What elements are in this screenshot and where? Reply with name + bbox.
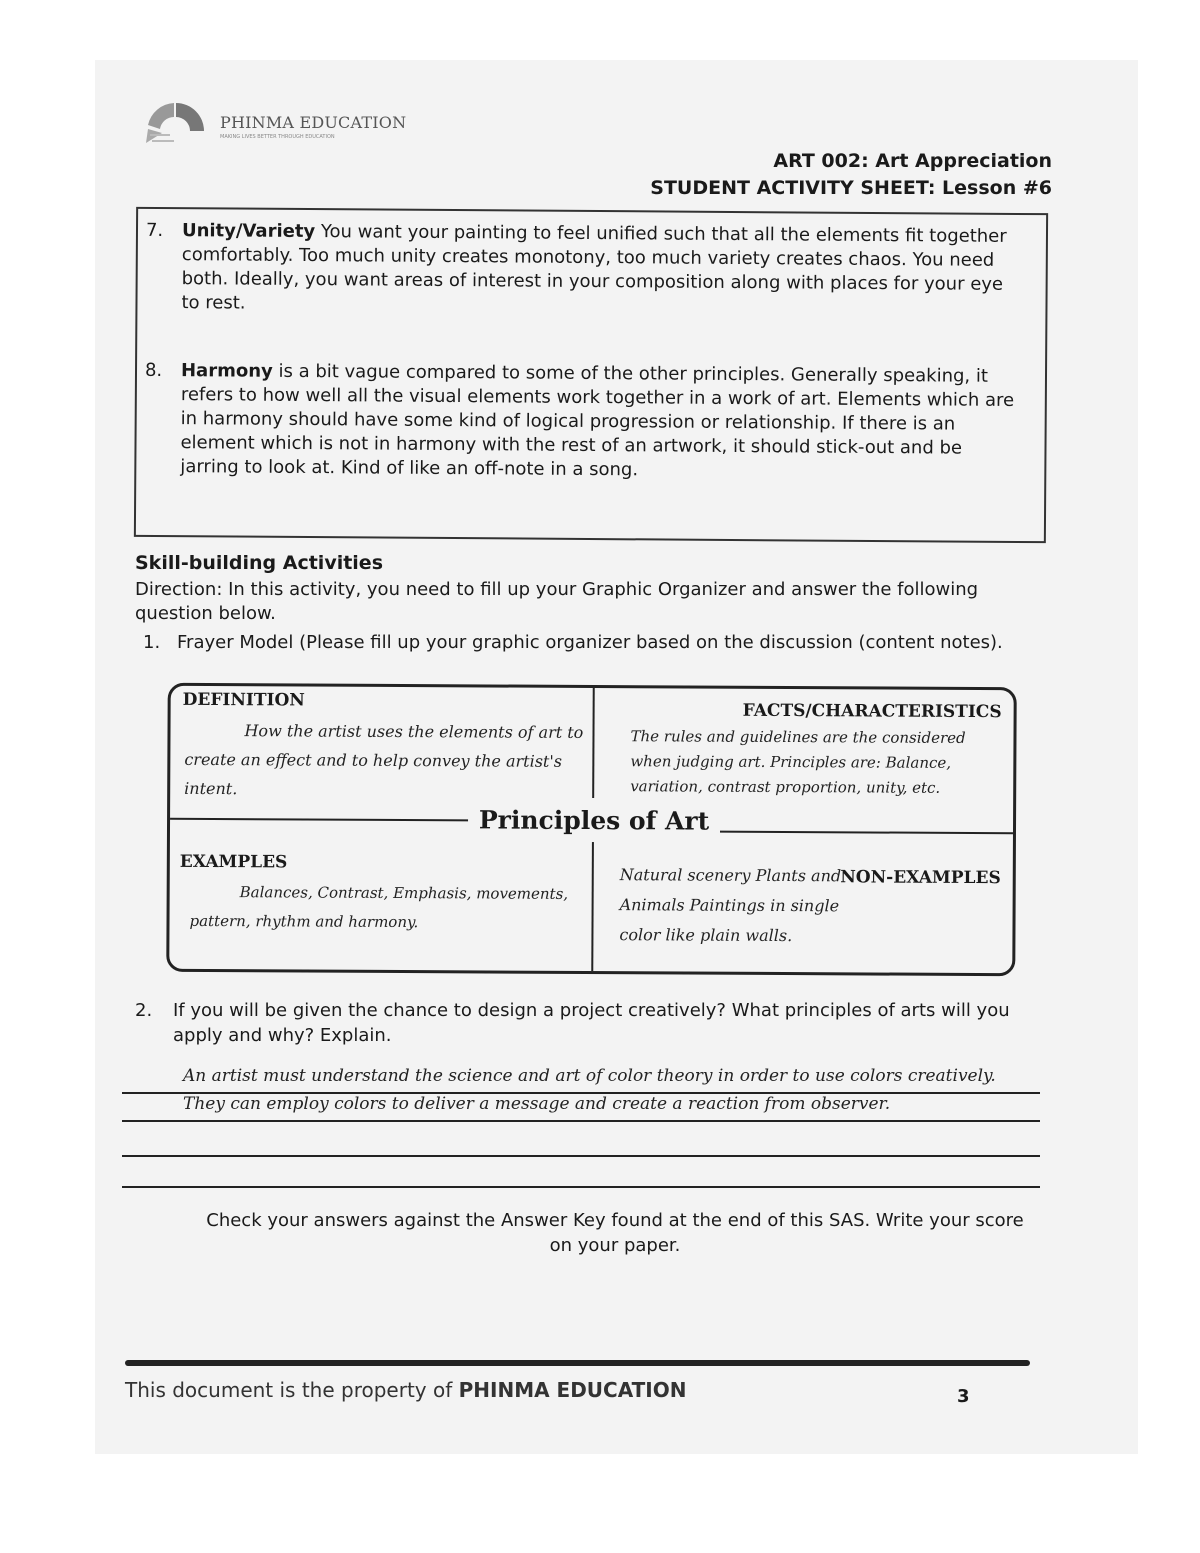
principle-number: 7. <box>145 219 164 242</box>
question-text: Frayer Model (Please fill up your graphic organizer based on the discussion (content notes). <box>177 632 1003 653</box>
principle-text: You want your painting to feel unified such that all the elements fit together comfortably. Too much unity creates monotony, too much variety creates chaos. You need both. Ideally, you want areas of interest in your composition along with places for your eye to rest. <box>181 221 1007 314</box>
sheet-title: STUDENT ACTIVITY SHEET: Lesson #6 <box>650 177 1052 199</box>
definition-label: DEFINITION <box>182 689 305 711</box>
facts-label: FACTS/CHARACTERISTICS <box>742 700 1002 723</box>
question-text: If you will be given the chance to design a project creatively? What principles of arts will you apply and why? Explain. <box>173 1000 1010 1046</box>
answer-line <box>122 1120 1040 1122</box>
direction-text: Direction: In this activity, you need to fill up your Graphic Organizer and answer the following question below. <box>135 579 979 624</box>
question-2 <box>135 998 1040 1048</box>
nonexamples-answer[interactable]: Natural scenery Plants and Animals Paintings in single color like plain walls. <box>619 865 842 946</box>
footer-prefix: This document is the property of <box>125 1378 459 1402</box>
nonexamples-label: NON-EXAMPLES <box>840 867 1001 889</box>
skills-heading: Skill-building Activities <box>135 552 384 574</box>
principles-box <box>134 207 1048 543</box>
principle-item-harmony <box>144 359 1021 485</box>
facts-answer[interactable]: The rules and guidelines are the considered when judging art. Principles are: Balance, variation, contrast proportion, unity, etc. <box>630 727 966 797</box>
principle-item-unity <box>145 219 1022 321</box>
course-title: ART 002: Art Appreciation <box>773 150 1052 172</box>
footer-text <box>125 1378 686 1402</box>
principle-term: Harmony <box>180 360 273 382</box>
question-2-answer[interactable]: An artist must understand the science and art of color theory in order to use colors creatively. They can employ colors to deliver a message and create a reaction from observer. <box>183 1066 996 1114</box>
examples-answer[interactable]: Balances, Contrast, Emphasis, movements, pattern, rhythm and harmony. <box>189 883 569 932</box>
question-number: 2. <box>135 1000 153 1021</box>
check-answers-note: Check your answers against the Answer Key found at the end of this SAS. Write your score on your paper. <box>206 1210 1024 1256</box>
question-1 <box>143 632 1003 653</box>
logo-text: PHINMA EDUCATION <box>220 112 407 132</box>
principle-term: Unity/Variety <box>181 220 316 243</box>
divider <box>170 818 470 822</box>
answer-line <box>122 1186 1040 1188</box>
footer-divider <box>125 1360 1030 1366</box>
logo-tagline: MAKING LIVES BETTER THROUGH EDUCATION <box>220 133 335 140</box>
examples-label: EXAMPLES <box>179 851 288 873</box>
frayer-model <box>166 683 1017 976</box>
footer-owner: PHINMA EDUCATION <box>458 1378 687 1402</box>
document-page <box>95 60 1138 1454</box>
divider <box>720 831 1013 835</box>
phinma-logo-icon <box>140 95 212 157</box>
page-number: 3 <box>957 1386 970 1407</box>
question-number: 1. <box>143 632 161 653</box>
phinma-logo <box>140 95 406 157</box>
principle-number: 8. <box>144 359 163 382</box>
principle-text: is a bit vague compared to some of the other principles. Generally speaking, it refers to how well all the visual elements work together in a work of art. Elements which are in harmony should have some kind of logical progression or relationship. If there is an element which is not in harmony with the rest of an artwork, it should stick-out and be jarring to look at. Kind of like an off-note in a song. <box>180 360 1015 481</box>
definition-answer[interactable]: How the artist uses the elements of art to create an effect and to help convey the artist's intent. <box>184 721 584 799</box>
frayer-center-label: Principles of Art <box>468 797 720 842</box>
course-heading <box>650 148 1052 202</box>
answer-line <box>122 1155 1040 1157</box>
